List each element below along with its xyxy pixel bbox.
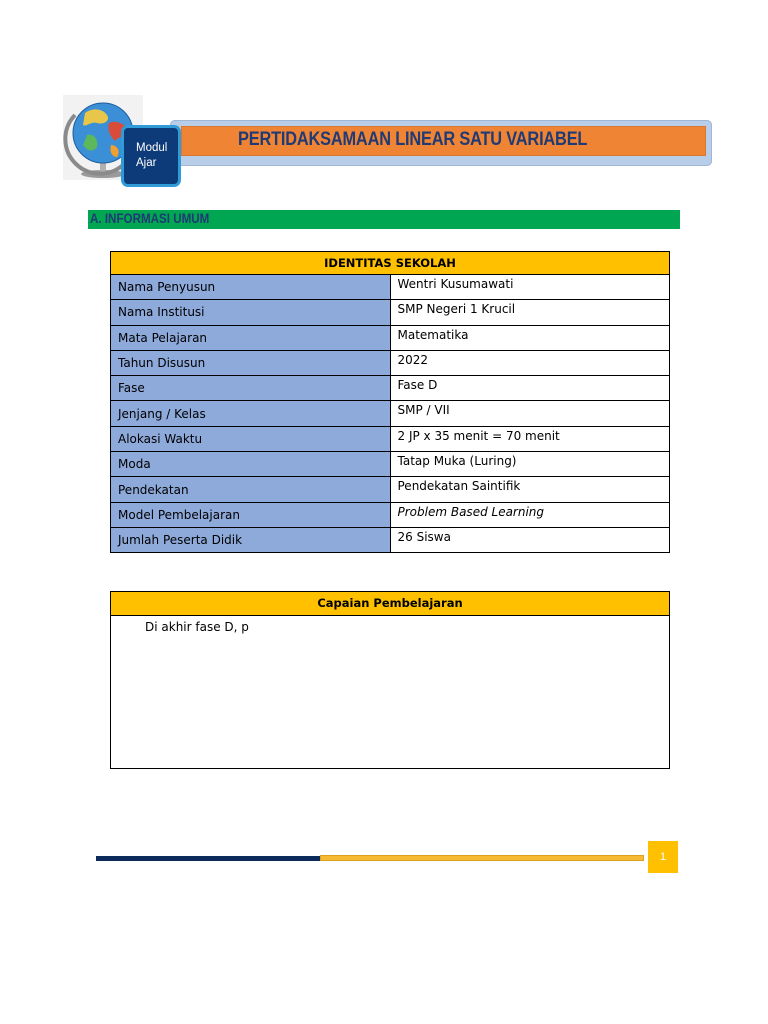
table-row <box>111 300 670 325</box>
row-value: Pendekatan Saintifik <box>390 477 670 502</box>
row-value: Matematika <box>390 325 670 350</box>
modul-ajar-badge <box>121 125 181 187</box>
table-row <box>111 275 670 300</box>
table-row <box>111 325 670 350</box>
identity-table-heading: IDENTITAS SEKOLAH <box>111 252 670 275</box>
page-title: PERTIDAKSAMAAN LINEAR SATU VARIABEL <box>238 129 588 150</box>
row-label: Nama Penyusun <box>111 275 391 300</box>
row-value: 2 JP x 35 menit = 70 menit <box>390 426 670 451</box>
row-value: 26 Siswa <box>390 527 670 552</box>
identity-table-header-row <box>111 252 670 275</box>
row-value: Problem Based Learning <box>390 502 670 527</box>
capaian-table <box>110 591 670 769</box>
row-label: Fase <box>111 376 391 401</box>
row-label: Mata Pelajaran <box>111 325 391 350</box>
page-number: 1 <box>648 841 678 873</box>
badge-line-1: Modul <box>136 142 168 154</box>
row-label: Alokasi Waktu <box>111 426 391 451</box>
table-row <box>111 452 670 477</box>
identity-table <box>110 251 670 553</box>
row-value: SMP / VII <box>390 401 670 426</box>
footer-rule-navy <box>96 856 320 861</box>
footer-rule-gold <box>320 855 644 861</box>
row-value: 2022 <box>390 350 670 375</box>
row-label: Nama Institusi <box>111 300 391 325</box>
table-row <box>111 376 670 401</box>
row-label: Model Pembelajaran <box>111 502 391 527</box>
table-row <box>111 527 670 552</box>
table-row <box>111 477 670 502</box>
row-value: Tatap Muka (Luring) <box>390 452 670 477</box>
row-value: SMP Negeri 1 Krucil <box>390 300 670 325</box>
row-label: Jumlah Peserta Didik <box>111 527 391 552</box>
badge-line-2: Ajar <box>136 157 157 169</box>
table-row <box>111 426 670 451</box>
section-a-title: A. INFORMASI UMUM <box>90 211 210 226</box>
table-row <box>111 502 670 527</box>
table-row <box>111 350 670 375</box>
capaian-heading: Capaian Pembelajaran <box>111 592 669 616</box>
row-label: Tahun Disusun <box>111 350 391 375</box>
capaian-text: Di akhir fase D, p <box>145 620 249 634</box>
row-label: Jenjang / Kelas <box>111 401 391 426</box>
row-label: Moda <box>111 452 391 477</box>
table-row <box>111 401 670 426</box>
row-value: Fase D <box>390 376 670 401</box>
row-value: Wentri Kusumawati <box>390 275 670 300</box>
row-label: Pendekatan <box>111 477 391 502</box>
